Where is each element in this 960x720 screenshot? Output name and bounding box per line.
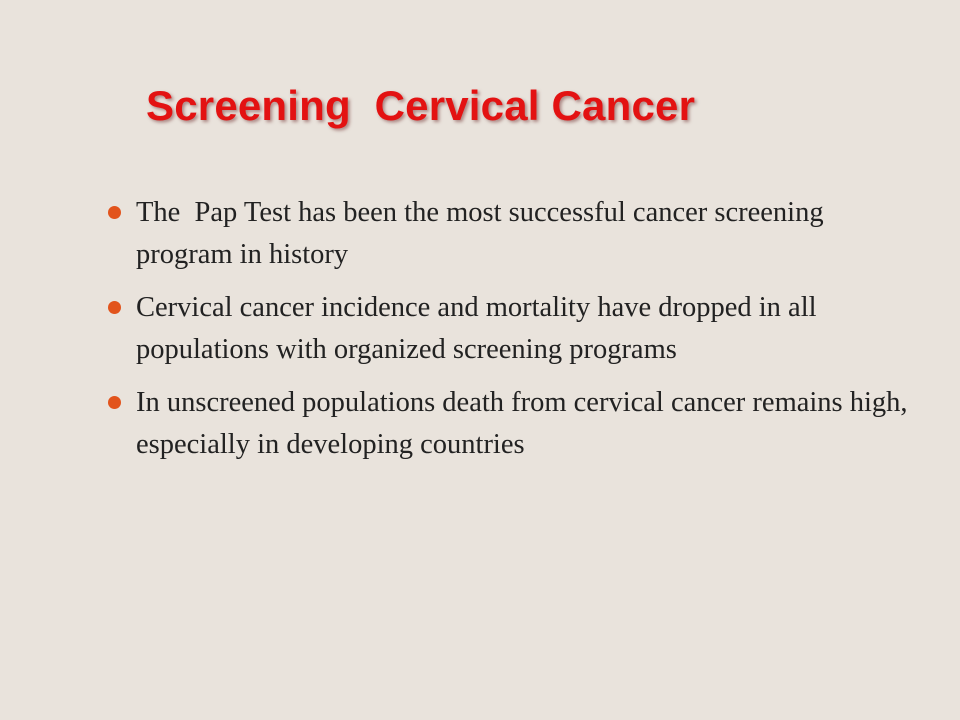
bullet-text: In unscreened populations death from cervical cancer remains high, especially in developing countries xyxy=(136,387,915,460)
bullet-icon xyxy=(108,396,121,409)
bullet-icon xyxy=(108,206,121,219)
bullet-text: Cervical cancer incidence and mortality have dropped in all populations with organized screening programs xyxy=(136,292,824,365)
bullet-icon xyxy=(108,301,121,314)
slide-title: Screening Cervical Cancer xyxy=(146,82,696,129)
bullet-text: The Pap Test has been the most successful cancer screening program in history xyxy=(136,197,831,270)
bullet-list xyxy=(100,192,920,477)
bullet-item xyxy=(100,192,920,276)
bullet-item xyxy=(100,382,920,466)
bullet-item xyxy=(100,287,920,371)
